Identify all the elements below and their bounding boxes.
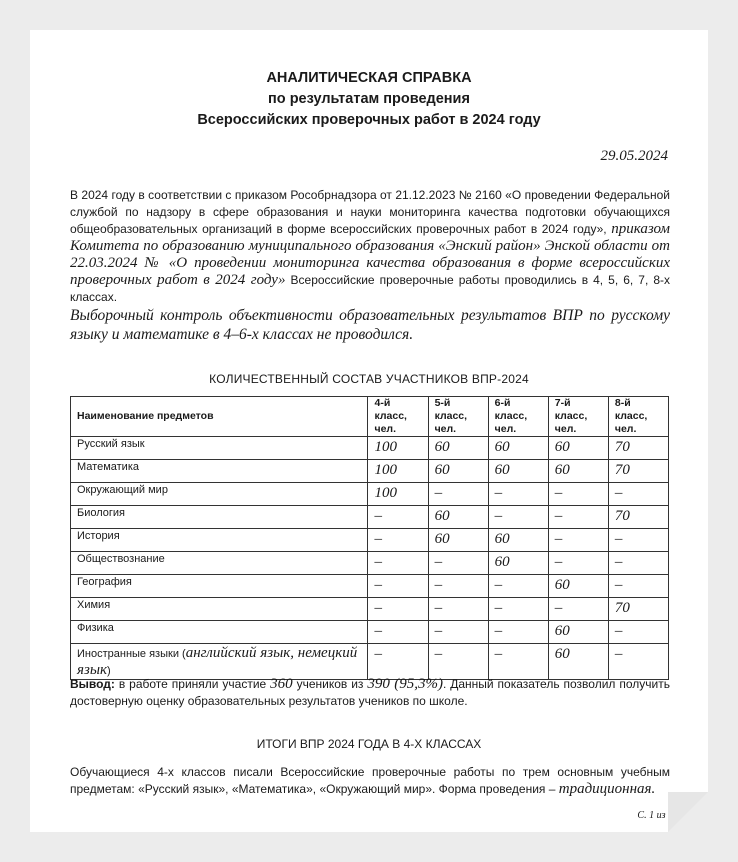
section-title: ИТОГИ ВПР 2024 ГОДА В 4-Х КЛАССАХ: [256, 737, 482, 751]
table-row: [71, 529, 669, 552]
value-cell: 60: [488, 460, 548, 483]
table-header-row: [71, 397, 669, 437]
value-cell: –: [488, 483, 548, 506]
value-cell: 70: [608, 437, 668, 460]
value-cell: –: [608, 552, 668, 575]
header-grade-8: 8-й класс, чел.: [608, 397, 668, 437]
conclusion-paragraph: [70, 676, 670, 710]
header-grade-6: 6-й класс, чел.: [488, 397, 548, 437]
value-cell: –: [548, 598, 608, 621]
section-handwritten: традиционная.: [558, 781, 656, 797]
value-cell: –: [608, 483, 668, 506]
value-cell: 70: [608, 460, 668, 483]
value-cell: 60: [488, 529, 548, 552]
value-cell: –: [428, 598, 488, 621]
page-fold-corner: [668, 792, 708, 832]
document-title: [30, 68, 708, 131]
subject-printed: Иностранные языки (: [77, 648, 186, 660]
value-cell: 100: [368, 460, 428, 483]
value-cell: –: [368, 621, 428, 644]
value-cell: –: [428, 483, 488, 506]
table-title: КОЛИЧЕСТВЕННЫЙ СОСТАВ УЧАСТНИКОВ ВПР-2024: [209, 372, 529, 386]
table-row: [71, 506, 669, 529]
value-cell: –: [428, 621, 488, 644]
value-cell: 60: [548, 437, 608, 460]
value-cell: –: [368, 598, 428, 621]
value-cell: –: [608, 621, 668, 644]
section-printed: Обучающиеся 4-х классов писали Всероссийские проверочные работы по трем основным учебным предметам: «Русский язык», «Математика», «Окружающий мир». Форма проведения –: [70, 765, 670, 796]
header-subject: Наименование предметов: [71, 397, 368, 437]
subject-cell: [71, 644, 368, 680]
value-cell: –: [488, 575, 548, 598]
value-cell: –: [608, 529, 668, 552]
value-cell: 100: [368, 483, 428, 506]
value-cell: –: [608, 575, 668, 598]
table-row: [71, 552, 669, 575]
conclusion-total: 390 (95,3%): [367, 676, 443, 692]
subject-close: ): [107, 665, 111, 677]
value-cell: 60: [488, 552, 548, 575]
value-cell: –: [488, 644, 548, 680]
subject-cell: Физика: [71, 621, 368, 644]
value-cell: 60: [428, 529, 488, 552]
table-row: [71, 437, 669, 460]
value-cell: 60: [548, 621, 608, 644]
conclusion-text-1: в работе приняли участие: [118, 677, 267, 691]
document-date: 29.05.2024: [600, 148, 668, 164]
value-cell: –: [548, 483, 608, 506]
value-cell: –: [548, 552, 608, 575]
value-cell: –: [368, 552, 428, 575]
value-cell: –: [548, 529, 608, 552]
header-grade-5: 5-й класс, чел.: [428, 397, 488, 437]
table-row-foreign-languages: [71, 644, 669, 680]
title-line-1: АНАЛИТИЧЕСКАЯ СПРАВКА: [266, 70, 472, 86]
value-cell: –: [368, 529, 428, 552]
value-cell: –: [428, 575, 488, 598]
title-line-2: по результатам проведения: [268, 91, 470, 107]
document-page: [30, 30, 708, 832]
participants-table: [70, 396, 669, 680]
value-cell: –: [428, 552, 488, 575]
intro-paragraph: [70, 187, 670, 306]
table-row: [71, 621, 669, 644]
header-grade-4: 4-й класс, чел.: [368, 397, 428, 437]
value-cell: –: [368, 575, 428, 598]
subject-cell: География: [71, 575, 368, 598]
value-cell: 60: [428, 460, 488, 483]
value-cell: 60: [428, 506, 488, 529]
value-cell: 60: [428, 437, 488, 460]
subject-cell: Химия: [71, 598, 368, 621]
header-grade-7: 7-й класс, чел.: [548, 397, 608, 437]
table-row: [71, 575, 669, 598]
value-cell: 60: [548, 644, 608, 680]
subject-cell: Обществознание: [71, 552, 368, 575]
conclusion-text-3: . Данный показатель позволил получить достоверную оценку образовательных результатов учеников по школе.: [70, 677, 670, 708]
intro-printed-2: Всероссийские проверочные работы проводились в 4, 5, 6, 7, 8-х классах.: [70, 273, 671, 304]
subject-cell: Математика: [71, 460, 368, 483]
table-row: [71, 460, 669, 483]
value-cell: –: [548, 506, 608, 529]
table-row: [71, 598, 669, 621]
value-cell: –: [368, 644, 428, 680]
page-indicator: С. 1 из 10: [637, 810, 678, 821]
intro-printed-1: В 2024 году в соответствии с приказом Рособрнадзора от 21.12.2023 № 2160 «О проведении Федеральной службой по надзору в сфере образования и науки мониторинга качества подготовки обучающихся общеобразовательных организаций в форме всероссийских проверочных работ в 2024 году»,: [70, 188, 670, 236]
value-cell: –: [488, 598, 548, 621]
value-cell: –: [488, 621, 548, 644]
control-note: Выборочный контроль объективности образовательных результатов ВПР по русскому языку и математике в 4–6-х классах не проводился.: [70, 307, 670, 343]
value-cell: 60: [548, 460, 608, 483]
value-cell: 60: [548, 575, 608, 598]
value-cell: 70: [608, 506, 668, 529]
subject-cell: Биология: [71, 506, 368, 529]
subject-cell: Русский язык: [71, 437, 368, 460]
intro-handwritten: приказом Комитета по образованию муниципального образования «Энский район» Энской области от 22.03.2024 № «О проведении мониторинга качества образования в форме всероссийских проверочных работ в 2024 году»: [70, 221, 670, 288]
value-cell: –: [428, 644, 488, 680]
conclusion-participants: 360: [270, 676, 293, 692]
table-row: [71, 483, 669, 506]
value-cell: 70: [608, 598, 668, 621]
conclusion-text-2: учеников из: [296, 677, 364, 691]
value-cell: –: [488, 506, 548, 529]
conclusion-label: Вывод:: [70, 677, 115, 691]
subject-handwritten: английский язык, немецкий язык: [77, 645, 358, 678]
title-line-3: Всероссийских проверочных работ в 2024 году: [197, 112, 541, 128]
subject-cell: Окружающий мир: [71, 483, 368, 506]
value-cell: –: [368, 506, 428, 529]
section-paragraph: [70, 764, 670, 798]
value-cell: 100: [368, 437, 428, 460]
value-cell: –: [608, 644, 668, 680]
value-cell: 60: [488, 437, 548, 460]
subject-cell: История: [71, 529, 368, 552]
